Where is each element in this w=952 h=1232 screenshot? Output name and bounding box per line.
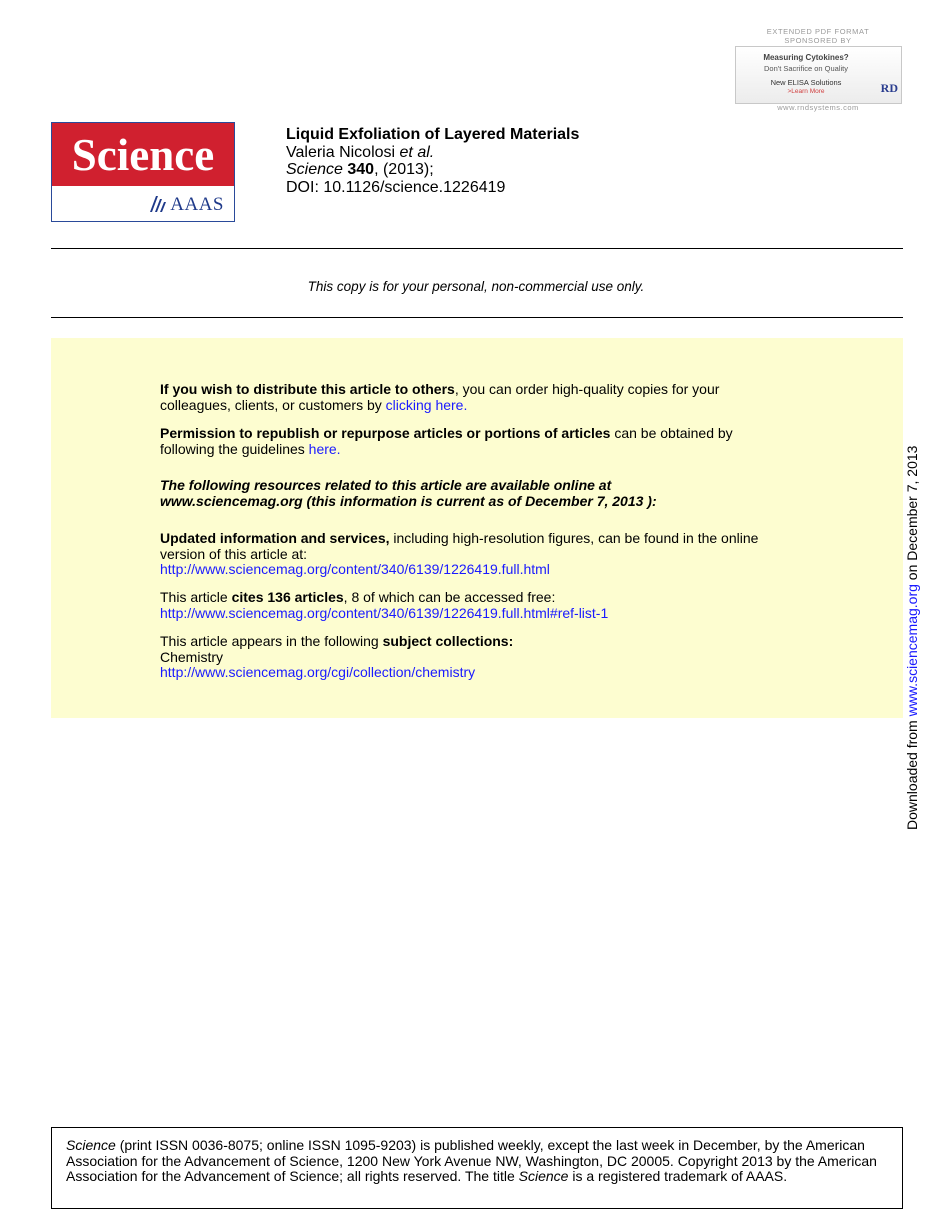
permission-text2: following the guidelines — [160, 440, 309, 457]
sponsor-brand-logo: RD — [880, 81, 898, 95]
distribute-text: , you can order high-quality copies for your — [454, 381, 720, 397]
logo-aaas — [52, 194, 224, 216]
side-pre: Downloaded from — [904, 716, 920, 830]
article-header — [286, 126, 579, 196]
permission-block — [160, 426, 733, 457]
cites-bold: cites 136 articles — [231, 589, 344, 605]
permission-line1 — [160, 426, 733, 442]
subject-pre: This article appears in the following — [160, 633, 383, 649]
sponsor-line3: New ELISA Solutions — [770, 78, 842, 87]
sponsor-line2: Don't Sacrifice on Quality — [764, 64, 848, 73]
article-title: Liquid Exfoliation of Layered Materials — [286, 126, 580, 143]
distribute-line2 — [160, 398, 719, 414]
article-doi: DOI: 10.1126/science.1226419 — [286, 178, 506, 196]
footer-text1: (print ISSN 0036-8075; online ISSN 1095-9203) is published weekly, except the last week in December, by the American Association for the Advancement of Science, 1200 New York Avenue NW, Washington, DC 20005. Copyright 2013 by the American Association for the Advancement of Science; all rights reserved. The title — [66, 1137, 877, 1184]
sponsor-header-line1: EXTENDED PDF FORMAT — [766, 27, 870, 36]
subject-bold: subject collections: — [382, 633, 514, 649]
article-etal: et al. — [399, 143, 435, 161]
footer-box — [51, 1127, 903, 1209]
article-journal: Science — [286, 161, 343, 178]
sponsor-header — [736, 27, 900, 45]
second-divider — [51, 317, 903, 318]
cites-pre: This article — [160, 589, 232, 605]
aaas-mark-icon — [149, 195, 169, 212]
ref-list-link[interactable]: http://www.sciencemag.org/content/340/6139/1226419.full.html#ref-list-1 — [160, 604, 609, 621]
top-divider — [51, 248, 903, 249]
cites-post: , 8 of which can be accessed free: — [343, 589, 556, 605]
side-post: on December 7, 2013 — [904, 445, 920, 585]
sponsor-learn-more-link[interactable]: >Learn More — [787, 88, 825, 95]
article-author: Valeria Nicolosi — [286, 143, 396, 161]
side-sciencemag-link[interactable]: www.sciencemag.org — [904, 584, 920, 717]
logo-wordmark: Science — [71, 130, 215, 180]
footer-text2: is a registered trademark of AAAS. — [568, 1168, 788, 1184]
downloaded-from-note — [904, 446, 920, 830]
logo-aaas-text: AAAS — [170, 194, 224, 215]
updated-block — [160, 531, 758, 578]
resources-line2: www.sciencemag.org (this information is current as of December 7, 2013 ): — [160, 492, 657, 509]
distribute-bold: If you wish to distribute this article to others — [160, 381, 455, 397]
resources-line1: The following resources related to this article are available online at — [160, 477, 612, 493]
sponsor-ad[interactable] — [735, 46, 902, 104]
resources-block — [160, 478, 657, 509]
updated-bold: Updated information and services, — [160, 530, 390, 546]
article-authors — [286, 144, 579, 162]
cites-line1 — [160, 590, 608, 606]
subject-block — [160, 634, 513, 681]
permission-text: can be obtained by — [610, 425, 733, 441]
subject-name: Chemistry — [160, 648, 224, 665]
article-year: , (2013); — [374, 161, 434, 178]
footer-journal2: Science — [518, 1168, 569, 1184]
article-volume: 340 — [347, 161, 375, 178]
guidelines-here-link[interactable]: here. — [308, 440, 341, 457]
subject-line1 — [160, 634, 513, 650]
permission-line2 — [160, 442, 733, 458]
footer-journal: Science — [66, 1137, 116, 1153]
science-logo — [51, 122, 235, 222]
updated-line1 — [160, 531, 758, 547]
clicking-here-link[interactable]: clicking here. — [385, 396, 468, 413]
cites-block — [160, 590, 608, 621]
sponsor-url[interactable]: www.rndsystems.com — [777, 103, 859, 112]
permission-bold: Permission to republish or repurpose articles or portions of articles — [160, 425, 611, 441]
updated-line2: version of this article at: — [160, 545, 308, 562]
personal-use-notice: This copy is for your personal, non-commercial use only. — [307, 279, 645, 294]
sponsor-line1: Measuring Cytokines? — [763, 53, 849, 62]
distribute-line1 — [160, 382, 719, 398]
distribute-block — [160, 382, 719, 413]
footer-text — [66, 1138, 894, 1185]
full-text-link[interactable]: http://www.sciencemag.org/content/340/6139/1226419.full.html — [160, 561, 550, 578]
sponsor-header-line2: SPONSORED BY — [784, 36, 852, 45]
subject-collection-link[interactable]: http://www.sciencemag.org/cgi/collection/chemistry — [160, 664, 476, 681]
updated-text: including high-resolution figures, can be found in the online — [389, 530, 759, 546]
article-citation — [286, 161, 579, 179]
distribute-text2: colleagues, clients, or customers by — [160, 396, 386, 413]
